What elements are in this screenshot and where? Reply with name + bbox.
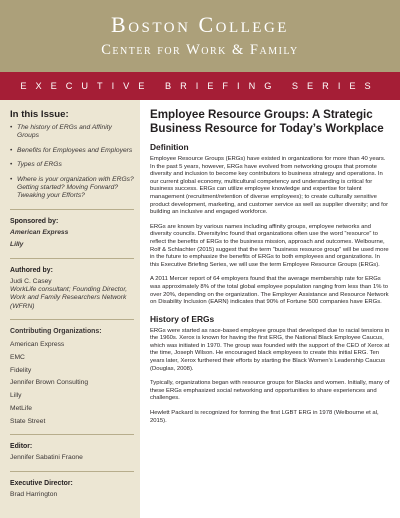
sidebar-divider: [10, 209, 134, 210]
masthead-subtitle: Center for Work & Family: [101, 42, 299, 58]
masthead-title: Boston College: [111, 12, 289, 37]
authored-label: Authored by:: [10, 266, 53, 274]
editor-name: Jennifer Sabatini Fraone: [10, 454, 83, 462]
issue-item: • Where is your organization with ERGs? Getting started? Moving Forward? Tweaking your Efforts?: [10, 175, 134, 200]
sidebar-divider: [10, 434, 134, 435]
contributor-name: American Express: [10, 341, 65, 349]
issue-item: • Benefits for Employees and Employers: [10, 146, 133, 154]
author-section: [10, 267, 134, 312]
sidebar: [0, 100, 140, 518]
contributor-name: MetLife: [10, 405, 32, 413]
article-paragraph: Employee Resource Groups (ERGs) have existed in organizations for more than 40 years. In the past 5 years, however, ERGs have evolved from networking groups that promote diversity and inclusion to become key contributors to business strategy and operations. In our current global economy, multicultural competency and understanding is critical for business success. ERGs can utilize employee knowledge and expertise for talent management (recruitment/retention of diverse employees); to create culturally sensitive product development, marketing, and customer service as well as supplier diversity; and for building an inclusive and engaged workforce.: [150, 156, 389, 216]
contributor-name: State Street: [10, 417, 46, 425]
article-paragraph: A 2011 Mercer report of 64 employers found that the average membership rate for ERGs was approximately 8% of the total global employee population ranging from less than 1% to over 20%, depending on the organization. The Employer Assistance and Resource Network on Disability Inclusion (EARN) indicates that 90% of Fortune 500 companies have ERGs.: [150, 276, 389, 306]
bullet-icon: •: [10, 161, 13, 169]
contributor-name: EMC: [10, 353, 25, 361]
article-paragraph: ERGs were started as race-based employee groups that developed due to racial tensions in the 1960s. Xerox is known for having the first ERG, the National Black Employee Caucus, which was initiated in 1970. The group was founded with the support of the CEO of Xerox at the time, Joseph Wilson. He encouraged black employees to create this initial ERG. Ten years later, Xerox furthered their efforts by starting the Black Women’s Leadership Caucus (Douglas, 2008).: [150, 327, 390, 372]
article-paragraph: Typically, organizations began with resource groups for Blacks and women. Initially, many of these ERGs emphasized social networking and opportunities to share experiences and challenges.: [150, 380, 390, 402]
history-heading: History of ERGs: [150, 313, 215, 324]
bullet-icon: •: [10, 124, 13, 131]
author-role: WorkLife consultant; Founding Director, Work and Family Researchers Network (WFRN): [10, 286, 128, 310]
contributor-name: Jennifer Brown Consulting: [10, 379, 89, 387]
contributors-label: Contributing Organizations:: [10, 328, 102, 336]
issue-item: • The history of ERGs and Affinity Groups: [10, 124, 112, 140]
masthead: [0, 0, 400, 72]
sponsor-name: American Express: [10, 228, 69, 236]
editor-section: [10, 443, 134, 462]
bullet-icon: •: [10, 175, 13, 183]
sidebar-divider: [10, 319, 134, 320]
series-banner: EXECUTIVE BRIEFING SERIES: [0, 72, 400, 100]
in-this-issue-heading: In this Issue:: [10, 109, 69, 120]
exec-director-name: Brad Harrington: [10, 490, 58, 498]
author-name: Judi C. Casey: [10, 277, 52, 285]
exec-director-label: Executive Director:: [10, 479, 73, 487]
sponsor-name: Lilly: [10, 241, 24, 249]
main-article: [150, 108, 390, 432]
article-title: Employee Resource Groups: A Strategic Business Resource for Today’s Workplace: [150, 108, 384, 135]
bullet-icon: •: [10, 146, 13, 154]
issue-list: [10, 124, 134, 201]
issue-item: • Types of ERGs: [10, 161, 62, 169]
contributors-section: [10, 328, 134, 426]
editor-label: Editor:: [10, 443, 33, 451]
sponsor-section: [10, 218, 134, 250]
definition-heading: Definition: [150, 142, 189, 152]
contributor-name: Fidelity: [10, 366, 32, 374]
article-paragraph: Hewlett Packard is recognized for forming the first LGBT ERG in 1978 (Welbourne et al, 2015).: [150, 410, 379, 424]
sidebar-divider: [10, 471, 134, 472]
contributor-name: Lilly: [10, 392, 22, 400]
exec-director-section: [10, 480, 134, 499]
sidebar-divider: [10, 258, 134, 259]
article-paragraph: ERGs are known by various names including affinity groups, employee networks and diversity councils. DiversityInc found that organizations often use the word “resource” to reflect the benefits of ERGs to the business mission, approach and outcomes. Welbourne, Rolf & Schlachter (2015) suggest that the term “business resource group” will be used more in the future to emphasize the benefits of ERGs to both employees and organizations. In this Executive Briefing Series, we will use the term Employee Resource Groups (ERGs).: [150, 223, 389, 268]
sponsored-label: Sponsored by:: [10, 217, 59, 225]
